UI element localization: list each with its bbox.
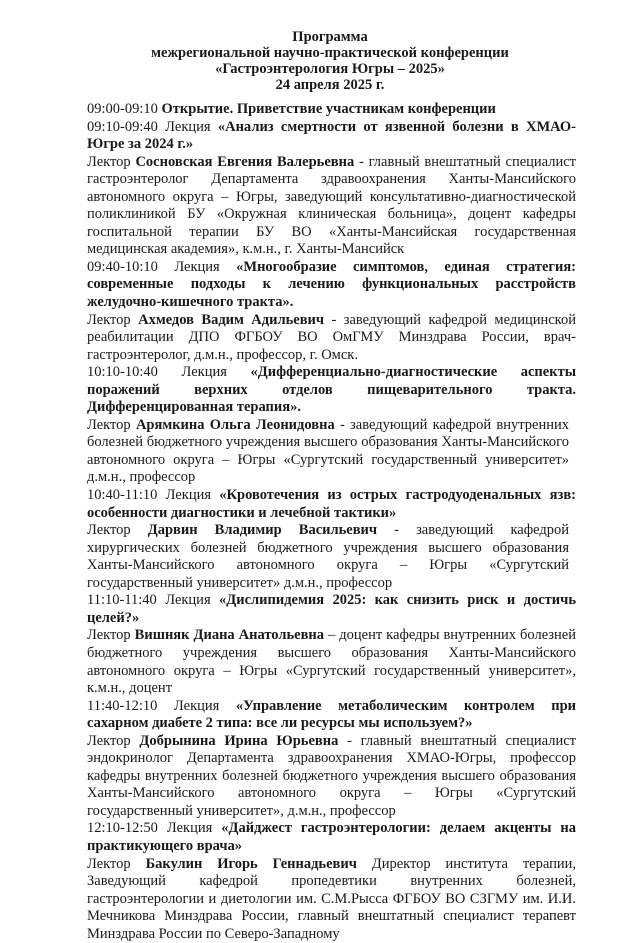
lecturer-info — [87, 522, 569, 592]
lecturer-details: Директор института терапии, Заведующий кафедрой пропедевтики внутренних болезней, гастроэнтерологии и диетологии им. С.М.Рысса ФГБОУ ВО СЗГМУ им. И.И. Мечникова Минздрава России, главный внештатный специалист терапевт Минздрава России по Северо-Западному — [87, 855, 577, 942]
lecturer-info — [87, 733, 576, 821]
conference-name: «Гастроэнтерология Югры – 2025» — [215, 61, 445, 77]
session-heading — [87, 698, 576, 733]
session-heading — [87, 364, 576, 417]
lecturer-label: Лектор — [87, 627, 131, 644]
lecturer-details: - главный внештатный специалист эндокринолог Департамента здравоохранения ХМАО-Югры, профессор кафедры внутренних болезней бюджетного учреждения высшего образования Ханты-Мансийского автономного округа – Югры «Сургутский государственный университет», д.м.н., профессор — [87, 732, 577, 819]
session-title: «Дайджест гастроэнтерологии: делаем акценты на практикующего врача» — [87, 820, 576, 854]
session-type: Лекция — [165, 118, 211, 135]
session-time: 10:10-10:40 — [87, 364, 158, 381]
session-title: «Управление метаболическим контролем при сахарном диабете 2 типа: все ли ресурсы мы используем?» — [87, 697, 576, 732]
session-type: Лекция — [174, 258, 220, 275]
lecturer-name: Бакулин Игорь Геннадьевич — [145, 855, 357, 872]
session-title: «Многообразие симптомов, единая стратегия: современные подходы к лечению функциональных расстройств желудочно-кишечного тракта». — [87, 258, 577, 311]
lecturer-name: Ахмедов Вадим Адильевич — [138, 311, 325, 328]
session-time: 09:00-09:10 — [87, 101, 158, 117]
session-heading — [87, 592, 576, 627]
lecturer-name: Арямкина Ольга Леонидовна — [135, 416, 335, 433]
header-subtitle: межрегиональной научно-практической конференции — [151, 45, 509, 61]
lecturer-label: Лектор — [87, 732, 131, 749]
session-title: «Дислипидемия 2025: как снизить риск и достичь целей?» — [87, 592, 576, 626]
lecturer-info — [87, 627, 576, 697]
session-heading — [87, 119, 576, 154]
session-time: 12:10-12:50 — [87, 820, 158, 837]
session-heading — [87, 101, 576, 119]
lecturer-info — [87, 154, 576, 259]
lecturer-info — [87, 312, 576, 365]
program-body — [87, 101, 576, 943]
session-type: Лекция — [166, 820, 213, 837]
lecturer-label: Лектор — [87, 855, 131, 872]
session-title: «Кровотечения из острых гастродуоденальных язв: особенности диагностики и лечебной тактики» — [87, 487, 577, 521]
session-time: 09:10-09:40 — [87, 118, 158, 135]
session-type: Лекция — [181, 364, 227, 381]
lecturer-info — [87, 417, 569, 487]
lecturer-details: - заведующий кафедрой внутренних болезней бюджетного учреждения высшего образования Ханты-Мансийского автономного округа – Югры «Сургутский государственный университет» д.м.н., профессор — [87, 416, 569, 486]
header-title: Программа — [292, 29, 368, 45]
lecturer-info — [87, 856, 576, 943]
session-time: 11:10-11:40 — [87, 592, 157, 609]
lecturer-details: - главный внештатный специалист гастроэнтеролог Департамента здравоохранения Ханты-Мансийского автономного округа – Югры, заведующий консультативно-диагностической поликлиникой БУ «Окружная клиническая больница», доцент кафедры госпитальной терапии БУ ВО «Ханты-Мансийская государственная медицинская академия», к.м.н., г. Ханты-Мансийск — [87, 153, 577, 258]
session-heading — [87, 820, 576, 855]
conference-date: 24 апреля 2025 г. — [275, 77, 385, 93]
document-header — [60, 29, 600, 93]
lecturer-label: Лектор — [87, 416, 131, 433]
session-time: 10:40-11:10 — [87, 487, 158, 504]
lecturer-details: – доцент кафедры внутренних болезней бюджетного учреждения высшего образования Ханты-Мансийского автономного округа – Югры «Сургутский государственный университет», к.м.н., доцент — [87, 627, 576, 697]
lecturer-label: Лектор — [87, 522, 131, 539]
session-time: 11:40-12:10 — [87, 697, 158, 714]
lecturer-label: Лектор — [87, 153, 131, 170]
session-type: Лекция — [165, 487, 212, 504]
session-title: «Анализ смертности от язвенной болезни в ХМАО-Югре за 2024 г.» — [87, 118, 577, 153]
session-title: «Дифференциально-диагностические аспекты поражений верхних отделов пищеварительного тракта. Дифференцированная терапия». — [87, 364, 577, 416]
lecturer-name: Дарвин Владимир Васильевич — [147, 522, 378, 539]
session-type: Лекция — [173, 697, 220, 714]
lecturer-name: Добрынина Ирина Юрьевна — [139, 732, 339, 749]
session-heading — [87, 259, 576, 312]
lecturer-details: - заведующий кафедрой медицинской реабилитации ДПО ФГБОУ ВО ОмГМУ Минздрава России, врач-гастроэнтеролог, д.м.н., профессор, г. Омск. — [87, 311, 577, 363]
lecturer-name: Сосновская Евгения Валерьевна — [135, 153, 355, 170]
session-time: 09:40-10:10 — [87, 258, 158, 275]
lecturer-details: - заведующий кафедрой хирургических болезней бюджетного учреждения высшего образования Ханты-Мансийского автономного округа – Югры «Сургутский государственный университет» д.м.н., профессор — [87, 522, 570, 591]
session-title: Открытие. Приветствие участникам конференции — [161, 101, 496, 117]
session-type: Лекция — [165, 592, 211, 609]
session-heading — [87, 487, 576, 522]
lecturer-label: Лектор — [87, 311, 131, 328]
lecturer-name: Вишняк Диана Анатольевна — [134, 627, 325, 644]
